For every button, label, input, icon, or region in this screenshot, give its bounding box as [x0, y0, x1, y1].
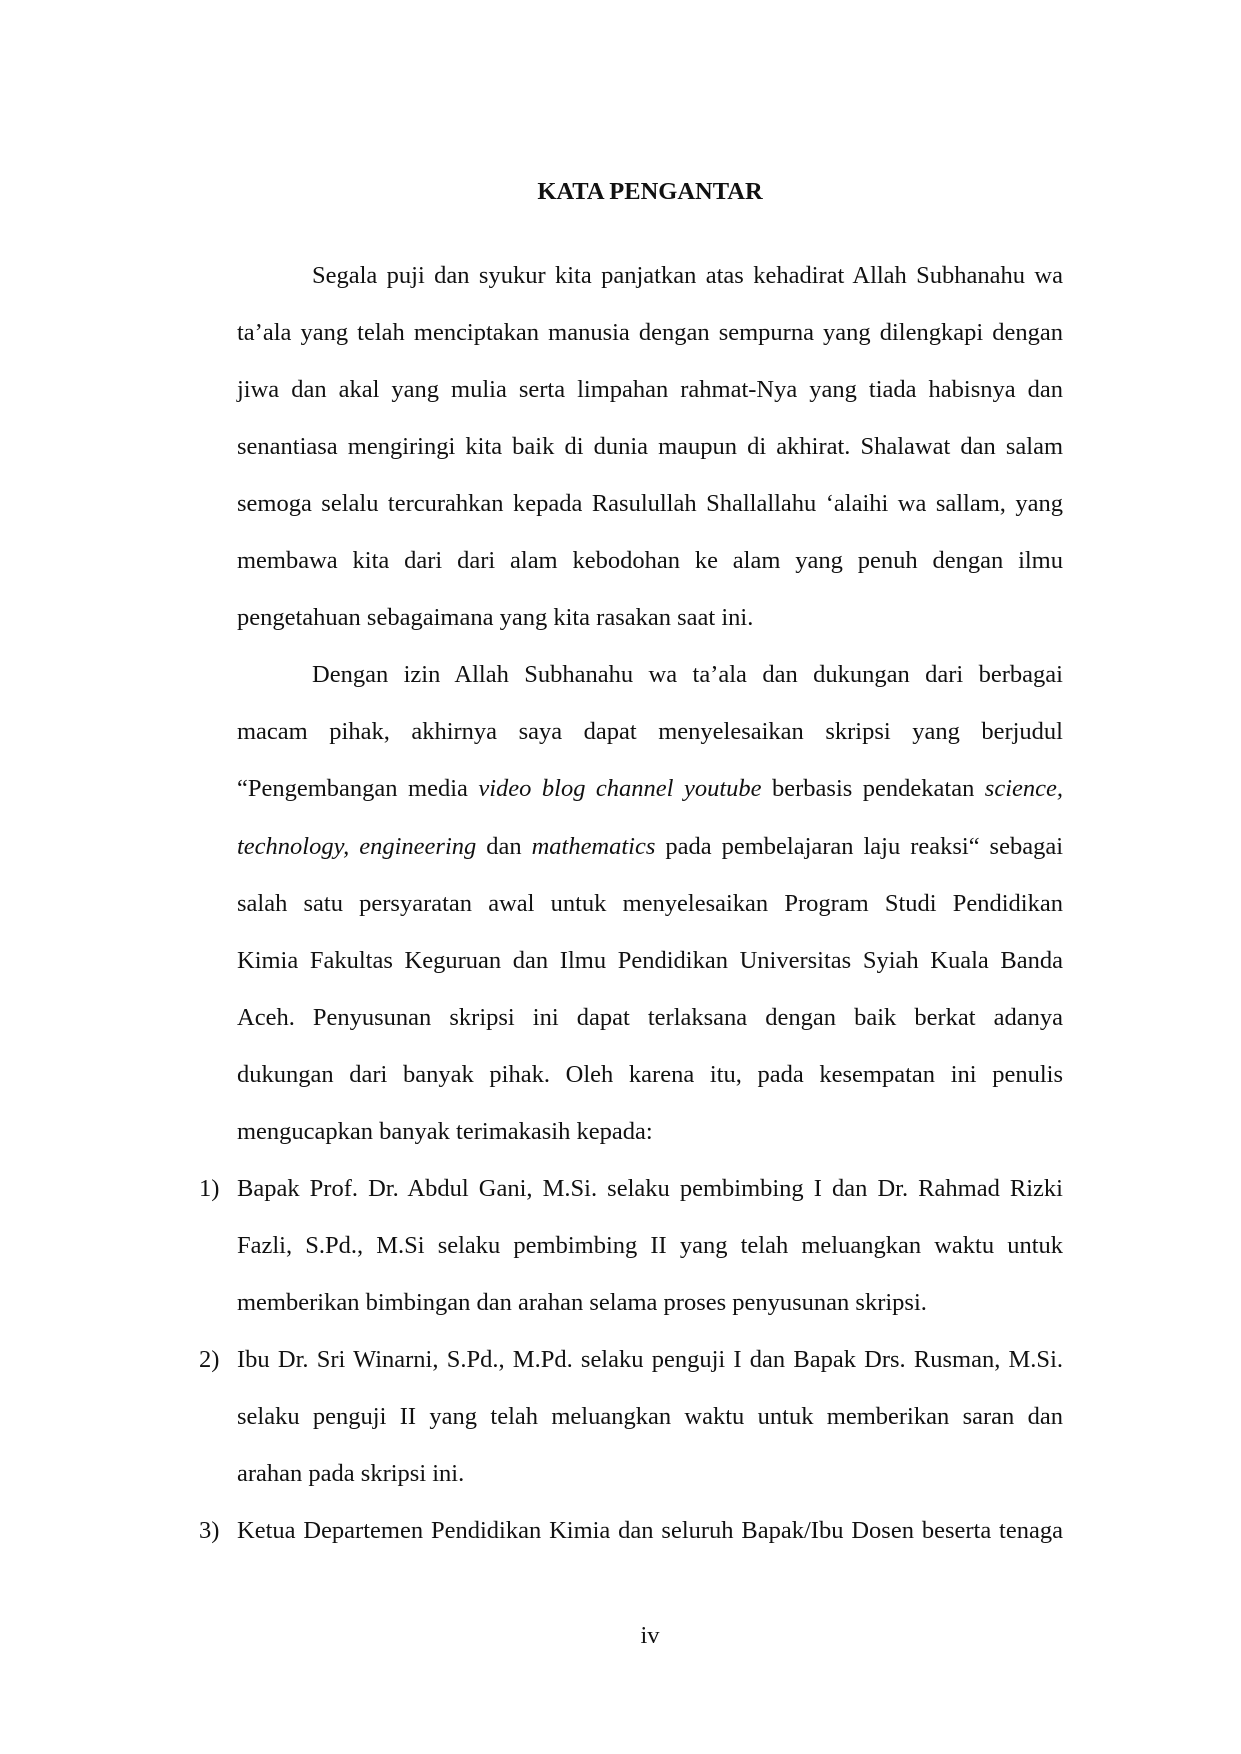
list-item-line: memberikan bimbingan dan arahan selama proses penyusunan skripsi.: [237, 1288, 927, 1316]
paragraph-line: [237, 432, 1063, 462]
list-item-line: selaku penguji II yang telah meluangkan waktu untuk memberikan saran dan: [237, 1403, 1063, 1430]
text: dukungan dari banyak pihak. Oleh karena itu, pada kesempatan ini penulis: [237, 1060, 1063, 1088]
text: Dengan izin Allah Subhanahu wa ta’ala dan dukungan dari berbagai: [312, 661, 1063, 689]
list-number: 3): [199, 1517, 220, 1545]
paragraph-line: [237, 489, 1063, 519]
text: Segala puji dan syukur kita panjatkan atas kehadirat Allah Subhanahu wa: [312, 262, 1063, 289]
paragraph-line: [237, 318, 1063, 348]
list-item-line: Ibu Dr. Sri Winarni, S.Pd., M.Pd. selaku penguji I dan Bapak Drs. Rusman, M.Si.: [237, 1345, 1063, 1373]
list-item-line: Ketua Departemen Pendidikan Kimia dan seluruh Bapak/Ibu Dosen beserta tenaga: [237, 1517, 1063, 1545]
italic-text: technology, engineering: [237, 832, 477, 860]
text: berbasis pendekatan: [761, 775, 985, 803]
text: Kimia Fakultas Keguruan dan Ilmu Pendidikan Universitas Syiah Kuala Banda: [237, 946, 1063, 974]
paragraph-line: [237, 603, 1063, 633]
text: dan: [476, 832, 532, 860]
page-title: KATA PENGANTAR: [537, 178, 763, 205]
text: Aceh. Penyusunan skripsi ini dapat terlaksana dengan baik berkat adanya: [237, 1003, 1063, 1031]
paragraph-line: [237, 774, 1063, 804]
list-number: 1): [199, 1174, 220, 1202]
paragraph-line: [237, 546, 1063, 576]
italic-text: science,: [984, 775, 1064, 803]
list-number: 2): [199, 1345, 220, 1373]
text: semoga selalu tercurahkan kepada Rasulullah Shallallahu ‘alaihi wa sallam, yang: [237, 490, 1063, 518]
list-item-line: Fazli, S.Pd., M.Si selaku pembimbing II yang telah meluangkan waktu untuk: [237, 1231, 1063, 1259]
paragraph-line: [237, 717, 1063, 747]
paragraph-line: [237, 946, 1063, 976]
paragraph-line: [237, 1003, 1063, 1033]
list-item-line: arahan pada skripsi ini.: [237, 1460, 465, 1488]
italic-text: mathematics: [531, 832, 656, 860]
text: membawa kita dari dari alam kebodohan ke alam yang penuh dengan ilmu: [237, 547, 1063, 575]
text: pada pembelajaran laju reaksi“ sebagai: [655, 832, 1064, 860]
text: mengucapkan banyak terimakasih kepada:: [237, 1117, 653, 1145]
paragraph-line: [237, 889, 1063, 919]
text: pengetahuan sebagaimana yang kita rasakan saat ini.: [237, 604, 754, 632]
page-number: iv: [640, 1622, 660, 1649]
paragraph-line: [312, 261, 1063, 291]
text: jiwa dan akal yang mulia serta limpahan rahmat-Nya yang tiada habisnya dan: [237, 376, 1063, 404]
paragraph-line: [237, 375, 1063, 405]
text: macam pihak, akhirnya saya dapat menyelesaikan skripsi yang berjudul: [237, 718, 1063, 746]
text: ta’ala yang telah menciptakan manusia dengan sempurna yang dilengkapi dengan: [237, 319, 1063, 347]
text: senantiasa mengiringi kita baik di dunia maupun di akhirat. Shalawat dan salam: [237, 433, 1063, 461]
paragraph-line: [237, 832, 1063, 862]
paragraph-line: [237, 1117, 1063, 1147]
italic-text: video blog channel youtube: [478, 775, 762, 803]
paragraph-line: [237, 1060, 1063, 1090]
text: salah satu persyaratan awal untuk menyelesaikan Program Studi Pendidikan: [237, 889, 1063, 917]
paragraph-line: [312, 660, 1063, 690]
list-item-line: Bapak Prof. Dr. Abdul Gani, M.Si. selaku pembimbing I dan Dr. Rahmad Rizki: [237, 1174, 1063, 1202]
text: “Pengembangan media: [237, 775, 479, 803]
